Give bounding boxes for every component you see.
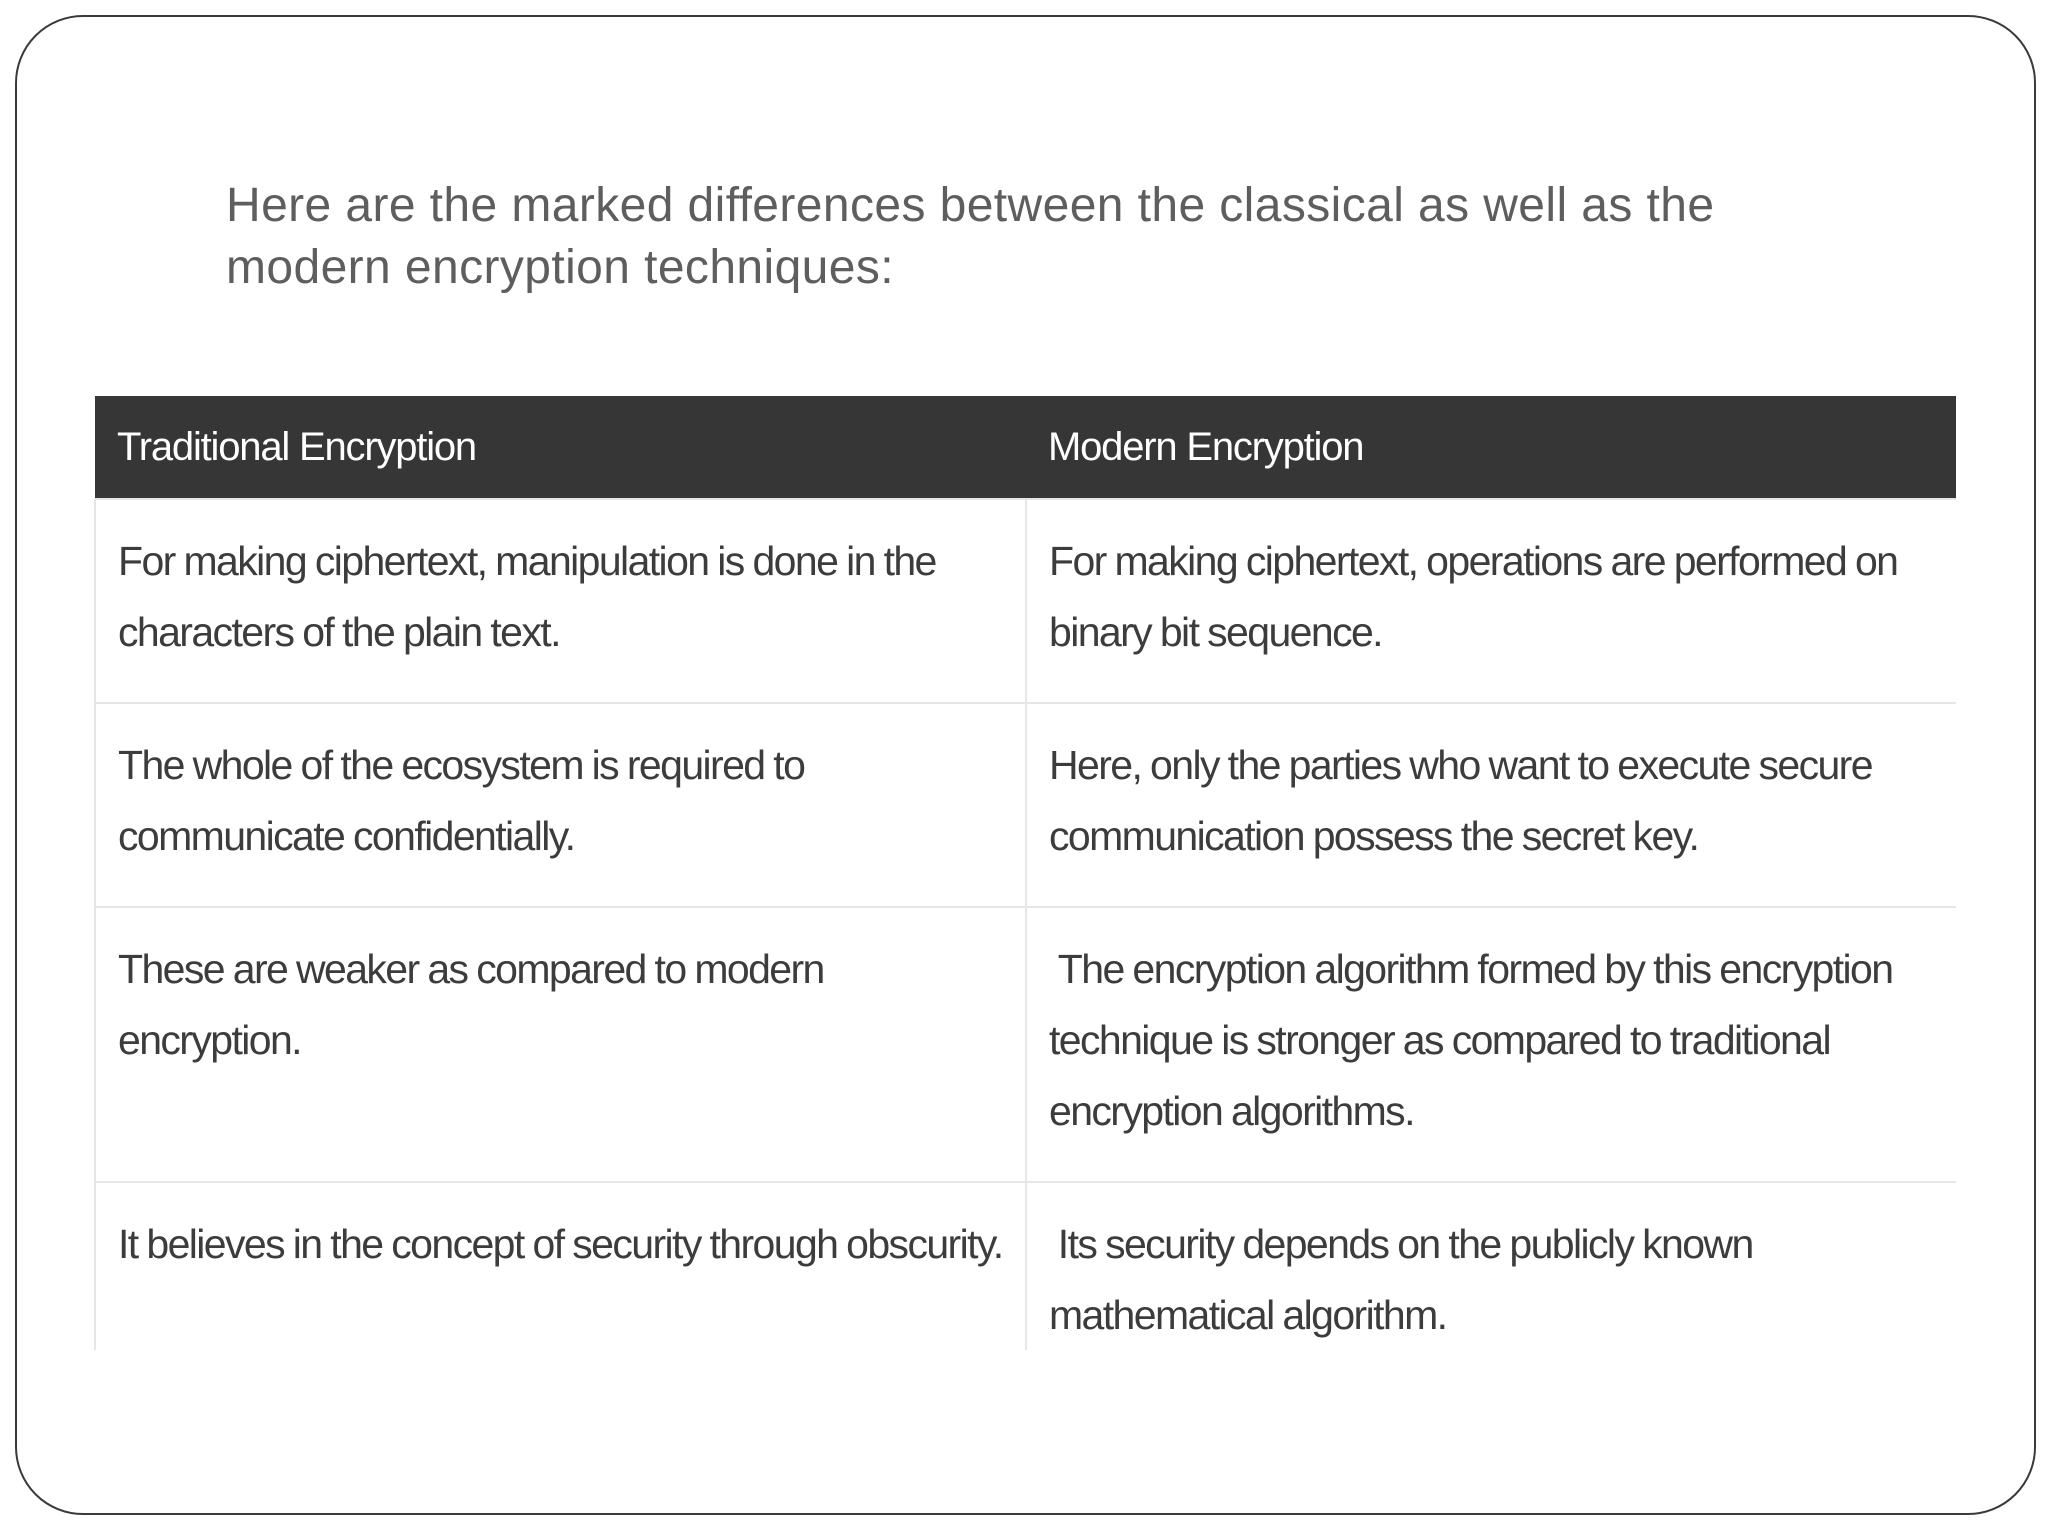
traditional-cell: It believes in the concept of security through obscurity. (95, 1182, 1026, 1350)
modern-cell: The encryption algorithm formed by this encryption technique is stronger as compared to traditional encryption algorithms. (1026, 907, 1956, 1182)
table-row (95, 499, 1956, 703)
header-traditional-encryption: Traditional Encryption (95, 396, 1026, 499)
traditional-cell: The whole of the ecosystem is required to communicate confidentially. (95, 703, 1026, 907)
traditional-cell: For making ciphertext, manipulation is done in the characters of the plain text. (95, 499, 1026, 703)
modern-cell: For making ciphertext, operations are performed on binary bit sequence. (1026, 499, 1956, 703)
header-modern-encryption: Modern Encryption (1026, 396, 1956, 499)
traditional-cell: These are weaker as compared to modern encryption. (95, 907, 1026, 1182)
table-row (95, 1182, 1956, 1350)
table-row (95, 703, 1956, 907)
intro-text: Here are the marked differences between the classical as well as the modern encryption techniques: (226, 179, 1715, 294)
comparison-table (94, 396, 1956, 1350)
modern-cell: Here, only the parties who want to execute secure communication possess the secret key. (1026, 703, 1956, 907)
table-row (95, 907, 1956, 1182)
table-header-row (95, 396, 1956, 499)
modern-cell: Its security depends on the publicly known mathematical algorithm. (1026, 1182, 1956, 1350)
comparison-table-container (94, 396, 1956, 1350)
